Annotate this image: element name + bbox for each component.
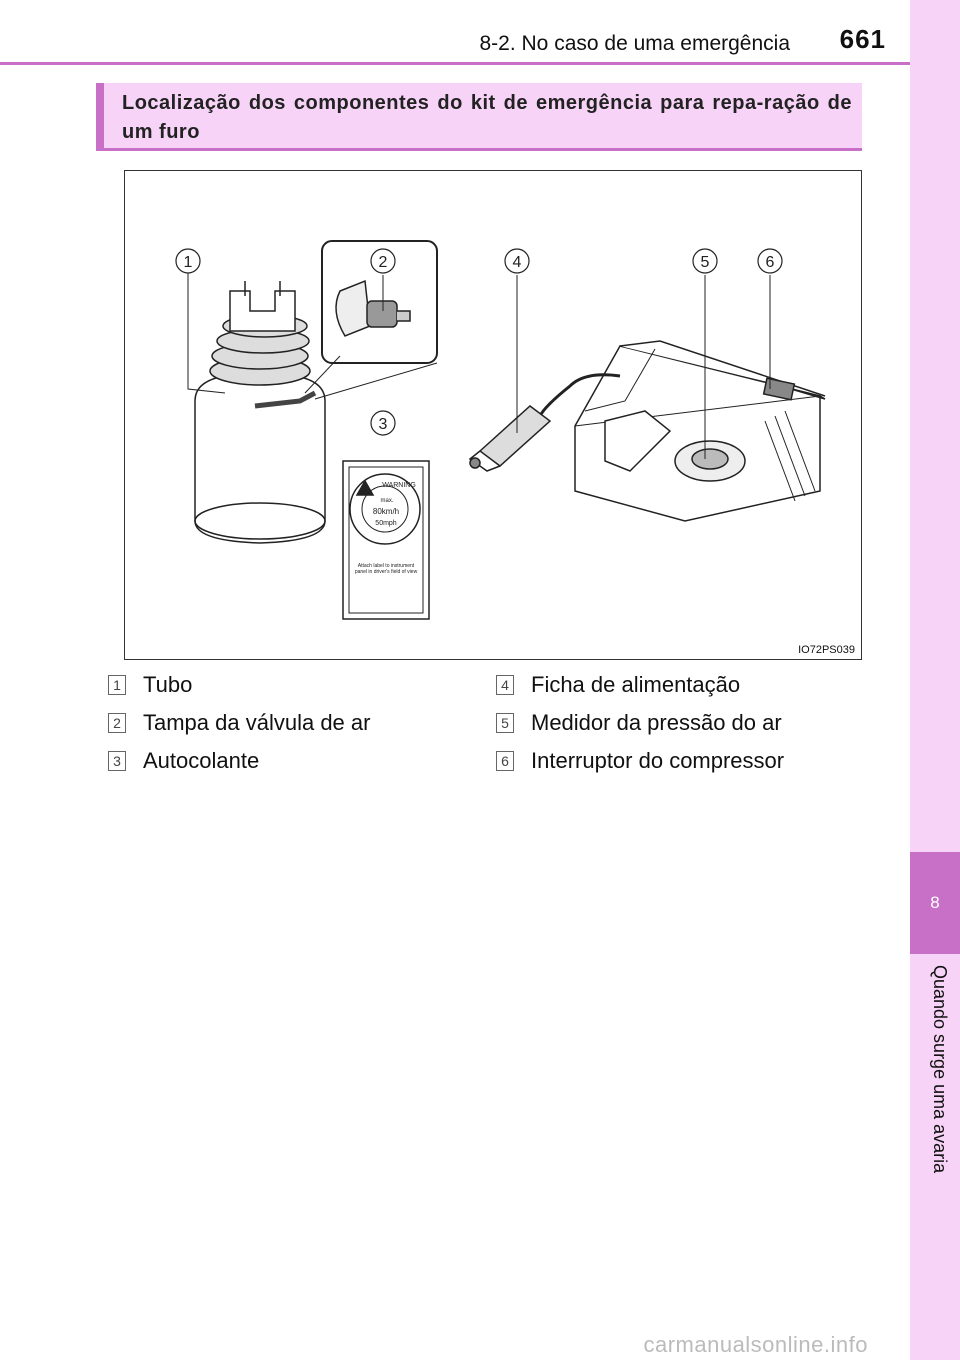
callout-label-6: 6 (765, 254, 775, 271)
chapter-number: 8 (910, 852, 960, 954)
legend-label: Autocolante (143, 748, 260, 773)
legend-item (108, 746, 259, 776)
watermark-link[interactable]: carmanualsonline.info (643, 1332, 868, 1357)
legend-label: Tampa da válvula de ar (143, 710, 371, 735)
figure-id: IO72PS039 (798, 644, 855, 656)
sticker-speed-kmh: 80km/h (372, 507, 400, 516)
legend-number: 3 (108, 751, 126, 771)
legend-number: 4 (496, 675, 514, 695)
chapter-title: Quando surge uma avaria (930, 965, 950, 1174)
legend-label: Tubo (143, 672, 193, 697)
legend-label: Ficha de alimentação (531, 672, 741, 697)
sealant-bottle (195, 376, 325, 543)
header-rule (0, 62, 910, 65)
page-number: 661 (839, 24, 886, 54)
section-title: 8-2. No caso de uma emergência (479, 32, 790, 55)
sticker-max: max. (380, 498, 394, 504)
legend-number: 5 (496, 713, 514, 733)
valve-cap (367, 301, 397, 327)
section-heading-box (96, 83, 862, 151)
emergency-kit-illustration (124, 170, 862, 660)
legend-item (496, 746, 784, 776)
legend-item (108, 670, 192, 700)
callout-label-5: 5 (700, 254, 710, 271)
illustration-svg (125, 171, 863, 661)
legend-item (108, 708, 370, 738)
sticker-speed-mph: 50mph (375, 520, 397, 527)
legend-number: 2 (108, 713, 126, 733)
legend-item (496, 708, 782, 738)
legend-number: 1 (108, 675, 126, 695)
callout-label-1: 1 (183, 254, 193, 271)
legend-label: Medidor da pressão do ar (531, 710, 782, 735)
section-heading: Localização dos componentes do kit de emergência para repa-ração de um furo (122, 92, 852, 143)
callout-label-2: 2 (378, 254, 388, 271)
legend-item (496, 670, 740, 700)
bottle-clip (230, 291, 295, 331)
legend-label: Interruptor do compressor (531, 748, 785, 773)
legend-number: 6 (496, 751, 514, 771)
sticker-note: Attach label to instrument panel in driver's field of view (354, 563, 418, 575)
sticker-warning: WARNING (382, 482, 416, 489)
power-plug (480, 406, 550, 466)
callout-label-4: 4 (512, 254, 522, 271)
callout-label-3: 3 (378, 416, 388, 433)
